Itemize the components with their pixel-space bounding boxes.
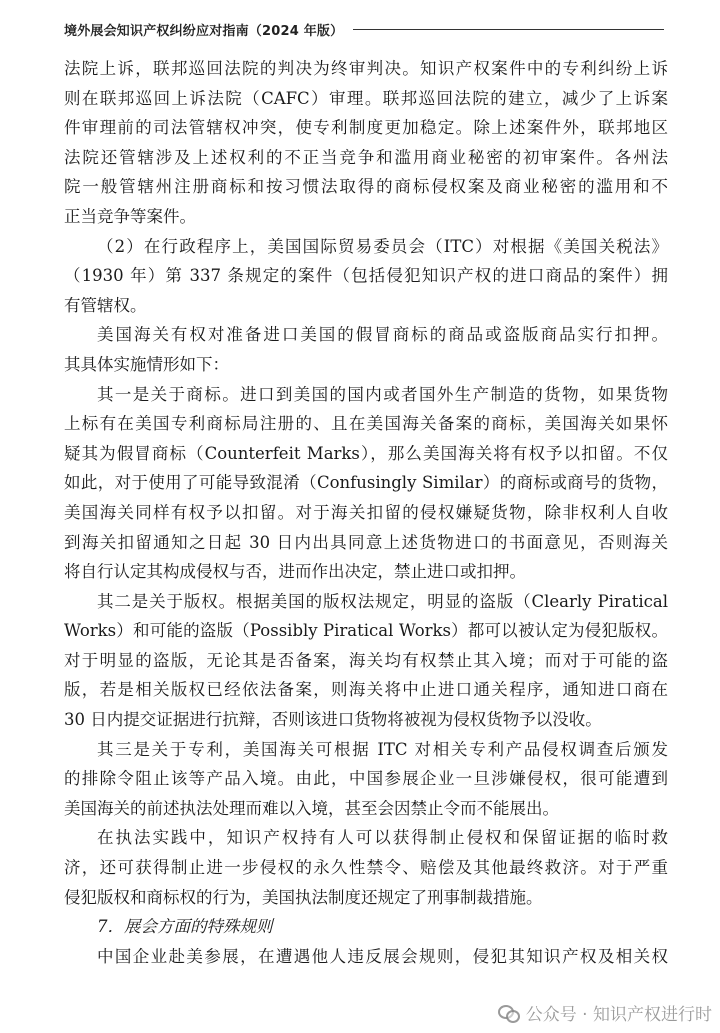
- watermark: [498, 1000, 712, 1025]
- text-line: 将自行认定其构成侵权与否，进而作出决定，禁止进口或扣押。: [64, 562, 526, 582]
- text-line: 院一般管辖州注册商标和按习惯法取得的商标侵权案及商业秘密的滥用和不: [64, 177, 668, 197]
- header-rule: [353, 29, 664, 30]
- text-line: 版，若是相关版权已经依法备案，则海关将中止进口通关程序，通知进口商在: [64, 680, 668, 700]
- text-line: 在执法实践中，知识产权持有人可以获得制止侵权和保留证据的临时救: [97, 828, 668, 848]
- section-heading: 7．展会方面的特殊规则: [97, 917, 273, 937]
- watermark-text: 公众号 · 知识产权进行时: [525, 1005, 712, 1025]
- text-line: 上标有在美国专利商标局注册的、且在美国海关备案的商标，美国海关如果怀: [64, 414, 668, 434]
- text-line: 其三是关于专利，美国海关可根据 ITC 对相关专利产品侵权调查后颁发: [97, 739, 668, 759]
- text-line: 有管辖权。: [64, 295, 147, 315]
- text-line: 济，还可获得制止进一步侵权的永久性禁令、赔偿及其他最终救济。对于严重: [64, 858, 668, 878]
- text-line: 件审理前的司法管辖权冲突，使专利制度更加稳定。除上述案件外，联邦地区: [64, 118, 668, 138]
- text-line: 则在联邦巡回上诉法院（CAFC）审理。联邦巡回法院的建立，减少了上诉案: [64, 88, 668, 108]
- text-line: 美国海关同样有权予以扣留。对于海关扣留的侵权嫌疑货物，除非权利人自收: [64, 502, 668, 522]
- text-line: 美国海关的前述执法处理而难以入境，甚至会因禁止令而不能展出。: [64, 798, 559, 818]
- text-line: 对于明显的盗版，无论其是否备案，海关均有权禁止其入境；而对于可能的盗: [64, 650, 668, 670]
- text-line: 到海关扣留通知之日起 30 日内出具同意上述货物进口的书面意见，否则海关: [64, 532, 668, 552]
- text-line: 其具体实施情形如下：: [64, 354, 229, 374]
- text-line: 法院还管辖涉及上述权利的不正当竞争和滥用商业秘密的初审案件。各州法: [64, 147, 668, 167]
- wechat-icon: [498, 1004, 520, 1022]
- page-header: [64, 18, 664, 40]
- text-line: 30 日内提交证据进行抗辩，否则该进口货物将被视为侵权货物予以没收。: [64, 710, 602, 730]
- text-line: 美国海关有权对准备进口美国的假冒商标的商品或盗版商品实行扣押。: [97, 325, 668, 345]
- text-line: （1930 年）第 337 条规定的案件（包括侵犯知识产权的进口商品的案件）拥: [64, 266, 668, 286]
- text-line: （2）在行政程序上，美国国际贸易委员会（ITC）对根据《美国关税法》: [97, 236, 668, 256]
- header-title: 境外展会知识产权纠纷应对指南（2024 年版）: [64, 23, 344, 39]
- text-line: 正当竞争等案件。: [64, 206, 196, 226]
- text-line: Works）和可能的盗版（Possibly Piratical Works）都可以被认定为侵犯版权。: [64, 621, 668, 641]
- text-line: 如此，对于使用了可能导致混淆（Confusingly Similar）的商标或商号的货物，: [64, 473, 668, 493]
- text-line: 其二是关于版权。根据美国的版权法规定，明显的盗版（Clearly Piratical: [97, 591, 668, 611]
- text-line: 的排除令阻止该等产品入境。由此，中国参展企业一旦涉嫌侵权，很可能遭到: [64, 769, 668, 789]
- text-line: 中国企业赴美参展，在遭遇他人违反展会规则，侵犯其知识产权及相关权: [97, 946, 668, 966]
- text-line: 法院上诉，联邦巡回法院的判决为终审判决。知识产权案件中的专利纠纷上诉: [64, 59, 668, 78]
- text-line: 侵犯版权和商标权的行为，美国执法制度还规定了刑事制裁措施。: [64, 887, 543, 907]
- text-line: 疑其为假冒商标（Counterfeit Marks），那么美国海关将有权予以扣留。不仅: [64, 443, 668, 463]
- text-line: 其一是关于商标。进口到美国的国内或者国外生产制造的货物，如果货物: [97, 384, 668, 404]
- body-text: [64, 54, 668, 971]
